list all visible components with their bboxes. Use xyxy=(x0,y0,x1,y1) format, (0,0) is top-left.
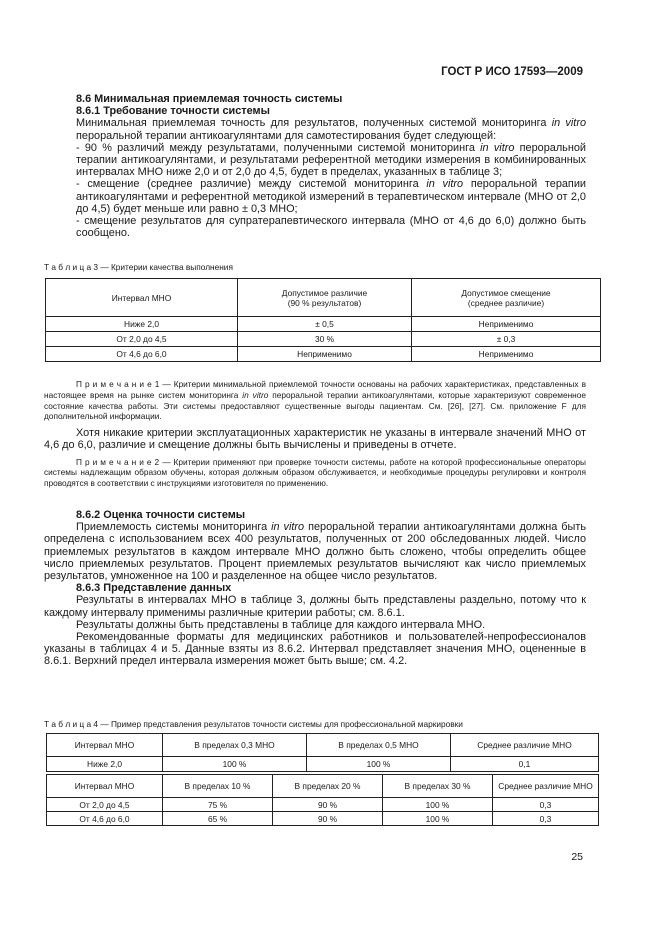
table-4b xyxy=(46,774,599,826)
table-header-cell: Интервал МНО xyxy=(47,775,163,798)
paragraph-3: Приемлемость системы мониторинга in vitro пероральной терапии антикоагулянтами должна быть определена с использованием всех 400 результатов, полученных от 200 обследованных людей. Число приемлемых результатов в каждом интервале МНО должно быть сложено, чтобы определить общее число приемлемых результатов. Процент приемлемых результатов вычисляют как число приемлемых результатов, умноженное на 100 и разделенное на общее число результатов. xyxy=(44,521,586,583)
table-header-cell: Среднее различие МНО xyxy=(451,734,599,757)
table-cell: 100 % xyxy=(307,757,451,772)
table-cell: ± 0,5 xyxy=(238,317,412,332)
section-8-6-1-heading: 8.6.1 Требование точности системы xyxy=(76,105,270,118)
table-row xyxy=(47,757,599,772)
table-cell: Ниже 2,0 xyxy=(46,317,238,332)
paragraph-2: Хотя никакие критерии эксплуатационных характеристик не указаны в интервале значений МНО от 4,6 до 6,0, различие и смещение должны быть вычислены и приведены в отчете. xyxy=(44,427,586,452)
table-cell: От 4,6 до 6,0 xyxy=(47,812,163,826)
table-3 xyxy=(45,278,601,362)
page-number: 25 xyxy=(571,851,583,863)
standard-header: ГОСТ Р ИСО 17593—2009 xyxy=(441,66,583,78)
bullet-2: - смещение (среднее различие) между системой мониторинга in vitro пероральной терапии антикоагулянтами и референтной методикой измерений в терапевтическом интервале (МНО от 2,0 до 4,5) будет меньше или равно ± 0,3 МНО; xyxy=(76,178,586,215)
table-row xyxy=(47,734,599,757)
section-8-6-2-heading: 8.6.2 Оценка точности системы xyxy=(76,509,246,521)
table-cell: Ниже 2,0 xyxy=(47,757,163,772)
table-cell: 100 % xyxy=(383,798,493,812)
main-text-2 xyxy=(44,509,586,668)
table-cell: ± 0,3 xyxy=(412,332,601,347)
table-cell: Неприменимо xyxy=(412,347,601,362)
table-cell: От 2,0 до 4,5 xyxy=(47,798,163,812)
table-row xyxy=(46,317,601,332)
main-text xyxy=(76,93,586,239)
table-cell: 30 % xyxy=(238,332,412,347)
table-cell: 90 % xyxy=(273,812,383,826)
table-cell: Неприменимо xyxy=(412,317,601,332)
table-row xyxy=(47,798,599,812)
section-8-6-3-heading: 8.6.3 Представление данных xyxy=(76,582,232,595)
table-header-cell: В пределах 30 % xyxy=(383,775,493,798)
table-row xyxy=(47,775,599,798)
table-cell: 100 % xyxy=(163,757,307,772)
table-cell: 65 % xyxy=(163,812,273,826)
table-header-cell: Допустимое различие (90 % результатов) xyxy=(238,279,412,317)
note-2: П р и м е ч а н и е 2 — Критерии применяют при проверке точности системы, работе на которой профессиональные операторы системы надлежащим образом обучены, которая должным образом обслуживается, и необходимые процедуры регулировки и контроля проводятся в соответствии с инструкциями изготовителя по применению. xyxy=(44,456,587,489)
section-8-6-heading: 8.6 Минимальная приемлемая точность системы xyxy=(76,93,343,105)
table-header-cell: В пределах 10 % xyxy=(163,775,273,798)
table-4a xyxy=(46,733,599,772)
table-cell: 90 % xyxy=(273,798,383,812)
table-header-cell: В пределах 20 % xyxy=(273,775,383,798)
table-header-cell: Среднее различие МНО xyxy=(493,775,599,798)
paragraph-6: Рекомендованные форматы для медицинских работников и пользователей-непрофессионалов указаны в таблицах 4 и 5. Данные взяты из 8.6.2. Интервал представляет значения МНО, оцененные в 8.6.1. Верхний предел интервала измерения может быть выше; см. 4.2. xyxy=(44,631,586,668)
table-cell: От 4,6 до 6,0 xyxy=(46,347,238,362)
paragraph-1: Минимальная приемлемая точность для результатов, полученных системой мониторинга in vitro пероральной терапии антикоагулянтами для самотестирования будет следующей: xyxy=(76,117,587,142)
table-cell: 0,3 xyxy=(493,798,599,812)
table-cell: От 2,0 до 4,5 xyxy=(46,332,238,347)
table-header-cell: В пределах 0,5 МНО xyxy=(307,734,451,757)
bullet-1: - 90 % различий между результатами, полученными системой мониторинга in vitro пероральной терапии антикоагулянтами, и результатами референтной методики измерения в комбинированных интервалах МНО ниже 2,0 и от 2,0 до 4,5, будет в пределах, указанных в таблице 3; xyxy=(76,141,587,179)
table-3-caption: Т а б л и ц а 3 — Критерии качества выполнения xyxy=(44,262,233,272)
table-row xyxy=(46,279,601,317)
paragraph-5: Результаты должны быть представлены в таблице для каждого интервала МНО. xyxy=(76,618,486,631)
table-row xyxy=(46,347,601,362)
notes-and-text-block xyxy=(44,379,586,489)
table-header-cell: Интервал МНО xyxy=(46,279,238,317)
table-cell: 75 % xyxy=(163,798,273,812)
note-1: П р и м е ч а н и е 1 — Критерии минимальной приемлемой точности основаны на рабочих характеристиках, представленных в настоящее время на рынке систем мониторинга in vitro пероральной терапии антикоагулянтами, которые характеризуют современное состояние качества работы. Эти системы предоставляют существенные выгоды пациентам. См. [26], [27]. См. приложение F для дополнительной информации. xyxy=(44,379,586,422)
table-header-cell: Интервал МНО xyxy=(47,734,163,757)
table-header-cell: Допустимое смещение (среднее различие) xyxy=(412,279,601,317)
table-cell: 100 % xyxy=(383,812,493,826)
table-cell: 0,1 xyxy=(451,757,599,772)
bullet-3: - смещение результатов для супратерапевтического интервала (МНО от 4,6 до 6,0) должно быть сообщено. xyxy=(76,215,586,240)
table-row xyxy=(47,812,599,826)
table-row xyxy=(46,332,601,347)
table-cell: 0,3 xyxy=(493,812,599,826)
table-header-cell: В пределах 0,3 МНО xyxy=(163,734,307,757)
table-4-caption: Т а б л и ц а 4 — Пример представления результатов точности системы для профессиональной маркировки xyxy=(44,719,463,729)
table-cell: Неприменимо xyxy=(238,347,412,362)
paragraph-4: Результаты в интервалах МНО в таблице 3, должны быть представлены раздельно, потому что к каждому интервалу применимы различные критерии работы; см. 8.6.1. xyxy=(44,594,586,619)
